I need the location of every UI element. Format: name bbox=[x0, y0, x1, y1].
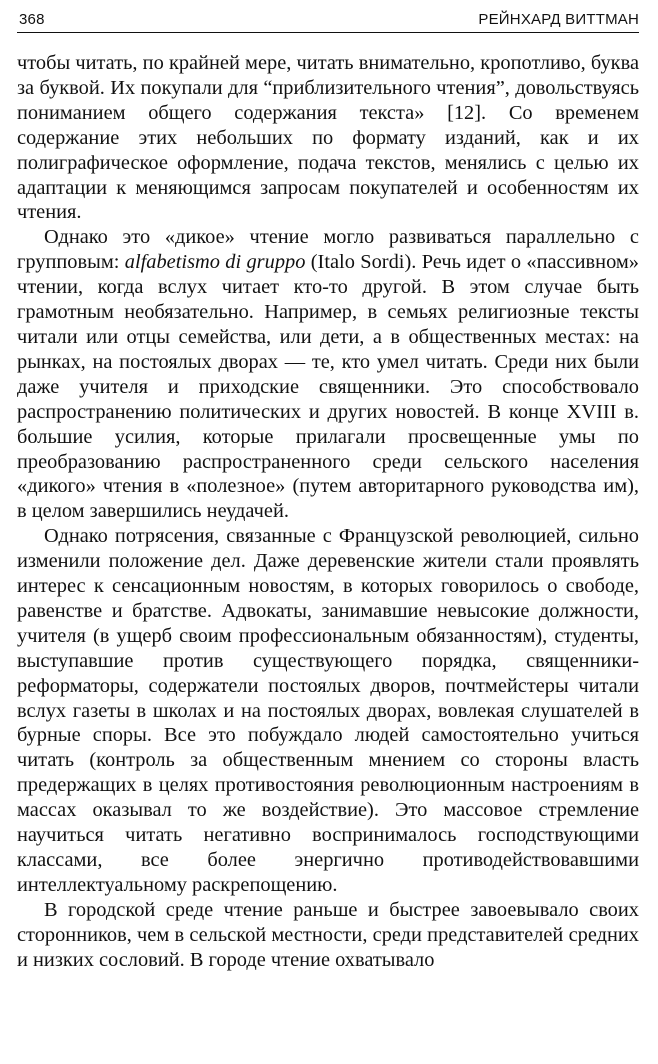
paragraph-continuation bbox=[17, 51, 639, 225]
paragraph-text: (Italo Sordi). Речь идет о «пассивном» чтении, когда вслух читает кто-то другой. В этом случае быть грамотным необязательно. Например, в семьях религиозные тексты читали или отцы семейства, или дети, а в общественных местах: на рынках, на постоялых дворах — те, кто умел читать. Среди них были даже учителя и приходские священники. Это способствовало распространению политических и других новостей. В конце XVIII в. большие усилия, которые прилагали просвещенные умы по преобразованию распространенного среди сельского населения «дикого» чтения в «полезное» (путем авторитарного руководства им), в целом завершились неудачей. bbox=[17, 251, 640, 523]
paragraph-wild-reading bbox=[17, 225, 639, 524]
paragraph-french-revolution bbox=[17, 524, 639, 898]
paragraph-urban-reading bbox=[17, 898, 639, 973]
running-title: РЕЙНХАРД ВИТТМАН bbox=[478, 11, 639, 28]
paragraph-text: Однако потрясения, связанные с Французской революцией, сильно изменили положение дел. Даже деревенские жители стали проявлять интерес к сенсационным новостям, в которых говорилось о свободе, равенстве и братстве. Адвокаты, занимавшие невысокие должности, учителя (в ущерб своим профессиональным обязанностям), студенты, выступавшие против существующего порядка, священники-реформаторы, содержатели постоялых дворов, почтмейстеры читали вслух газеты в школах и на постоялых дворах, вовлекая слушателей в бурные споры. Все это побуждало людей самостоятельно учиться читать (контроль за общественным мнением со стороны власть предержащих в целях противостояния революционным настроениям в массах оказывал то же воздействие). Это массовое стремление научиться читать негативно воспринималось господствующими классами, все более энергично противодействовавшими интеллектуальному раскрепощению. bbox=[17, 525, 639, 896]
paragraph-text: чтобы читать, по крайней мере, читать внимательно, кропотливо, буква за буквой. Их покупали для “приблизительного чтения”, довольствуясь пониманием общего содержания текста» [12]. Со временем содержание этих небольших по формату изданий, как и их полиграфическое оформление, подача текстов, менялись с целью их адаптации к меняющимся запросам покупателей и особенностям их чтения. bbox=[17, 52, 639, 224]
paragraph-text: В городской среде чтение раньше и быстрее завоевывало своих сторонников, чем в сельской местности, среди представителей средних и низких сословий. В городе чтение охватывало bbox=[17, 898, 639, 971]
running-head bbox=[17, 6, 639, 33]
body-text bbox=[17, 51, 639, 973]
paragraph-text: Однако это «дикое» чтение могло развиваться параллельно с групповым: bbox=[17, 226, 639, 274]
italic-term: alfabetismo di gruppo bbox=[124, 251, 306, 274]
book-page bbox=[17, 6, 639, 1058]
page-number: 368 bbox=[19, 11, 45, 28]
